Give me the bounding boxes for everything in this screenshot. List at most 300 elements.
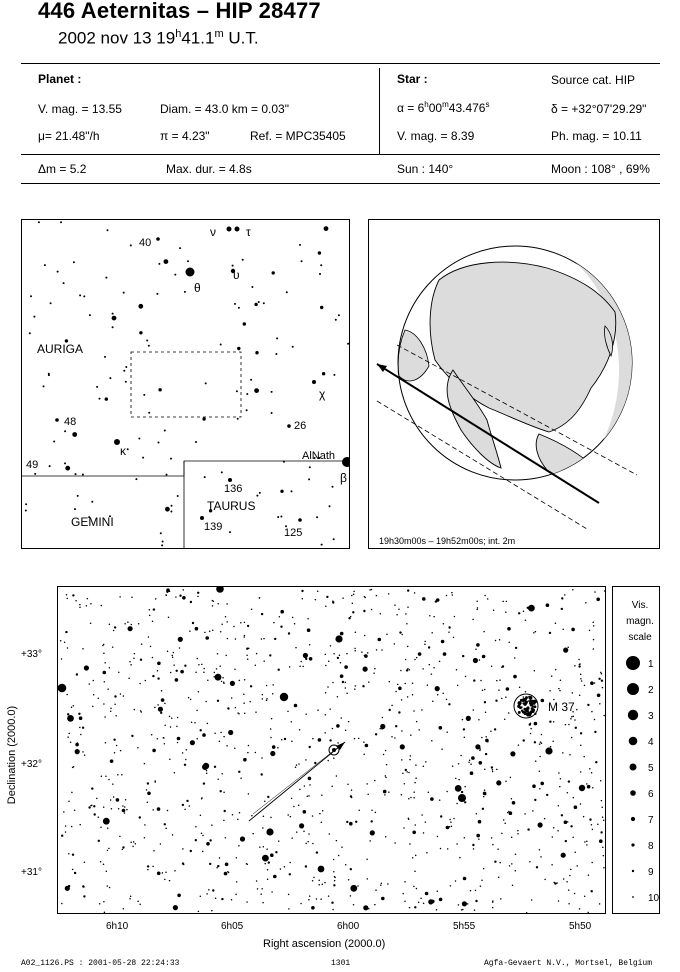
field-star (295, 647, 297, 649)
field-star (76, 673, 78, 675)
field-star (600, 780, 602, 782)
field-star (293, 806, 295, 808)
field-star (134, 709, 136, 711)
field-star (240, 836, 245, 841)
field-star (580, 673, 582, 675)
field-star (318, 884, 320, 886)
finder-star (63, 282, 65, 284)
field-star (476, 813, 478, 815)
field-star (565, 840, 567, 842)
field-star (518, 612, 520, 614)
event-minutes: 41.1 (181, 28, 215, 48)
field-star (421, 814, 423, 816)
field-star (216, 668, 218, 670)
finder-star (138, 304, 143, 309)
field-star (529, 723, 531, 725)
field-star (403, 827, 405, 829)
field-star (534, 670, 536, 672)
field-star (247, 752, 249, 754)
field-star (139, 904, 141, 906)
field-star (433, 616, 435, 618)
field-star (337, 657, 339, 659)
field-star (263, 846, 265, 848)
field-star (169, 591, 171, 593)
field-star (172, 656, 174, 658)
finder-star (65, 466, 70, 471)
field-star (409, 907, 411, 909)
field-star (233, 626, 235, 628)
bright-star (202, 764, 208, 770)
field-star (288, 632, 290, 634)
field-star (60, 640, 62, 642)
field-star (340, 662, 342, 664)
field-star (171, 655, 173, 657)
field-star (162, 872, 164, 874)
finder-star (156, 293, 158, 295)
field-star (604, 590, 606, 592)
m37-label: M 37 (548, 700, 575, 714)
field-star (79, 727, 81, 729)
field-star (188, 697, 190, 699)
field-star (266, 848, 268, 850)
finder-star (91, 501, 93, 503)
field-star (135, 843, 137, 845)
field-star (334, 880, 336, 882)
field-star (261, 638, 263, 640)
finder-star (243, 322, 246, 325)
field-star (225, 616, 227, 618)
field-star (571, 628, 575, 632)
field-star (246, 648, 248, 650)
field-star (212, 630, 214, 632)
field-star (82, 751, 84, 753)
header-divider (379, 68, 380, 154)
field-star (261, 773, 263, 775)
field-star (500, 898, 502, 900)
field-star (267, 796, 269, 798)
field-star (67, 715, 74, 722)
field-star (540, 856, 542, 858)
field-star (379, 728, 381, 730)
field-star (532, 784, 536, 788)
legend-mark-1 (626, 656, 640, 670)
finder-star (109, 377, 111, 379)
finder-star (104, 356, 106, 358)
field-star (572, 692, 574, 694)
field-star (320, 898, 322, 900)
finder-star (174, 274, 176, 276)
field-star (346, 821, 348, 823)
field-star (71, 706, 73, 708)
field-star (472, 844, 474, 846)
field-star (497, 848, 499, 850)
field-star (496, 780, 501, 785)
field-star (228, 730, 233, 735)
field-star (203, 668, 205, 670)
field-star (467, 903, 469, 905)
constellation-boundary (22, 461, 350, 476)
finder-star (187, 260, 189, 262)
field-star (508, 641, 510, 643)
field-star (481, 880, 483, 882)
field-star (141, 711, 143, 713)
field-star (307, 618, 309, 620)
field-star (103, 901, 105, 903)
field-star (186, 749, 188, 751)
field-star (138, 623, 140, 625)
field-star (476, 601, 478, 603)
field-star (464, 736, 466, 738)
field-star (530, 733, 532, 735)
field-star (103, 806, 105, 808)
field-star (89, 683, 91, 685)
minute-unit: m (214, 28, 224, 40)
field-star (101, 605, 103, 607)
field-star (561, 814, 563, 816)
field-star (401, 730, 403, 732)
field-star (112, 646, 114, 648)
field-star (527, 607, 529, 609)
field-star (515, 647, 517, 649)
field-star (599, 703, 601, 705)
field-star (570, 825, 572, 827)
field-star (525, 691, 527, 693)
field-star (262, 902, 264, 904)
field-star (422, 668, 424, 670)
field-star (248, 793, 250, 795)
field-star (439, 661, 441, 663)
field-star (485, 739, 489, 743)
field-star (412, 682, 414, 684)
field-star (408, 798, 410, 800)
field-star (234, 747, 236, 749)
field-star (308, 795, 310, 797)
field-star (196, 710, 198, 712)
field-star (511, 863, 513, 865)
finder-star (105, 397, 108, 400)
field-star (266, 700, 268, 702)
legend-title-line-2: magn. (626, 616, 654, 627)
field-star (592, 622, 594, 624)
field-star (126, 809, 128, 811)
field-star (433, 667, 435, 669)
field-star (443, 623, 445, 625)
field-star (299, 729, 301, 731)
field-star (182, 862, 184, 864)
field-star (505, 611, 507, 613)
field-star (597, 694, 601, 698)
header-rule-mid (21, 154, 660, 155)
field-star (525, 620, 527, 622)
field-star (176, 726, 178, 728)
finder-star (202, 417, 205, 420)
finder-star (332, 486, 334, 488)
field-star (494, 728, 496, 730)
finder-star (237, 418, 239, 420)
field-star (291, 740, 293, 742)
field-star (73, 705, 75, 707)
legend-label-10: 10 (648, 893, 660, 904)
field-star (368, 681, 370, 683)
field-star (325, 665, 327, 667)
finder-star (64, 462, 66, 464)
field-star (413, 886, 415, 888)
finder-named-star (235, 227, 240, 232)
field-star (206, 893, 208, 895)
field-star (157, 738, 159, 740)
field-star (302, 598, 304, 600)
field-star (182, 752, 184, 754)
field-star (300, 661, 302, 663)
field-star (311, 906, 315, 910)
finder-named-star (156, 237, 160, 241)
field-star (478, 719, 480, 721)
field-star (428, 791, 430, 793)
field-star (462, 909, 464, 911)
field-star (405, 769, 407, 771)
field-star (263, 816, 265, 818)
field-star (165, 872, 167, 874)
field-star (231, 899, 233, 901)
finder-star (164, 430, 166, 432)
field-star (255, 752, 256, 754)
field-star (125, 799, 127, 801)
field-star (325, 654, 327, 656)
field-star (602, 816, 604, 818)
field-star (68, 853, 70, 855)
finder-star (237, 347, 240, 350)
field-star (340, 717, 342, 719)
finder-star (57, 271, 59, 273)
cluster-star (524, 712, 527, 715)
field-star (108, 848, 110, 850)
field-star (453, 818, 455, 820)
field-star (380, 884, 382, 886)
field-star (205, 701, 207, 703)
field-star (209, 631, 211, 633)
field-star (94, 813, 96, 815)
planet-motion: μ= 21.48"/h (38, 129, 100, 143)
field-star (78, 713, 80, 715)
field-star (217, 603, 219, 605)
field-star (575, 727, 577, 729)
field-star (560, 680, 562, 682)
field-star (105, 775, 107, 777)
field-star (153, 608, 155, 610)
finder-star (164, 259, 169, 264)
field-star (517, 833, 519, 835)
field-star (558, 900, 560, 902)
field-star (315, 599, 317, 601)
field-star (394, 737, 396, 739)
field-star (108, 779, 110, 781)
field-star (587, 912, 589, 914)
field-star (83, 895, 85, 897)
field-star (430, 797, 434, 801)
field-star (365, 907, 367, 909)
field-star (65, 631, 67, 633)
earth-visibility-map (368, 219, 660, 549)
field-star (483, 868, 485, 870)
field-star (235, 638, 237, 640)
finder-star (25, 503, 27, 505)
field-star (222, 677, 224, 679)
field-star (209, 839, 211, 841)
field-star (432, 700, 434, 702)
field-star (597, 824, 599, 826)
hour-unit: h (175, 28, 182, 40)
field-star (305, 658, 307, 660)
field-star (303, 831, 305, 833)
event-datetime (58, 28, 259, 49)
legend-label-9: 9 (648, 867, 654, 878)
x-tick-6h05: 6h05 (221, 921, 244, 932)
field-star (412, 831, 416, 835)
finder-named-star (312, 380, 316, 384)
field-star (280, 626, 282, 628)
field-star (84, 665, 89, 670)
field-star (147, 792, 151, 796)
field-star (570, 718, 572, 720)
field-star (160, 843, 162, 845)
field-star (345, 681, 347, 683)
field-star (601, 807, 603, 809)
field-star (223, 736, 225, 738)
field-star (507, 627, 511, 631)
field-star (312, 843, 314, 845)
field-star (192, 622, 194, 624)
field-star (121, 774, 123, 776)
field-star (87, 598, 89, 600)
field-star (183, 589, 185, 591)
field-star (425, 892, 429, 896)
field-star (157, 670, 159, 672)
field-star (559, 690, 561, 692)
field-star (450, 885, 452, 887)
magnitude-legend (612, 586, 660, 914)
field-star (354, 738, 356, 740)
finder-star (271, 412, 273, 414)
field-star (263, 638, 265, 640)
field-star (448, 626, 450, 628)
field-star (165, 594, 167, 596)
field-star (152, 866, 154, 868)
field-star (106, 870, 108, 872)
event-date: 2002 nov 13 19 (58, 28, 176, 48)
finder-star (220, 344, 222, 346)
field-star (549, 690, 551, 692)
field-star (299, 789, 301, 791)
finder-star (259, 492, 261, 494)
field-star (589, 768, 591, 770)
field-star (128, 626, 133, 631)
field-star (589, 818, 591, 820)
field-star (336, 724, 340, 728)
field-star (198, 664, 200, 666)
field-star (366, 783, 368, 785)
field-star (238, 771, 240, 773)
y-tick-31: +31° (21, 867, 42, 878)
field-star (281, 739, 283, 741)
field-star (482, 690, 484, 692)
field-star (317, 590, 319, 592)
field-star (146, 789, 148, 791)
finder-star (322, 372, 325, 375)
field-star (478, 838, 480, 840)
field-star (571, 737, 573, 739)
field-star (560, 778, 562, 780)
field-star (376, 649, 378, 651)
field-star (79, 604, 81, 606)
field-star (296, 764, 298, 766)
field-star (462, 719, 464, 721)
field-star (480, 680, 482, 682)
field-star (562, 752, 564, 754)
field-star (336, 840, 338, 842)
field-star (369, 840, 371, 842)
field-star (416, 721, 418, 723)
field-star (336, 775, 338, 777)
finder-star (254, 388, 259, 393)
finder-star (324, 226, 329, 231)
field-star (164, 743, 166, 745)
field-star (518, 744, 520, 746)
field-star (351, 595, 353, 597)
star-label-139: 139 (204, 521, 223, 533)
field-star (483, 796, 485, 798)
field-star (191, 722, 193, 724)
field-star (184, 665, 186, 667)
field-star (534, 722, 538, 726)
field-star (482, 655, 486, 659)
field-star (601, 673, 603, 675)
field-star (461, 791, 463, 793)
finder-star (250, 379, 252, 381)
finder-chart-svg (22, 220, 350, 549)
field-star (211, 824, 213, 826)
field-star (450, 821, 452, 823)
field-star (244, 713, 246, 715)
field-star (568, 889, 570, 891)
field-star (177, 717, 179, 719)
field-star (544, 879, 546, 881)
field-star (573, 716, 575, 718)
field-star (594, 731, 596, 733)
field-star (227, 707, 229, 709)
field-star (103, 653, 105, 655)
field-star (439, 799, 441, 801)
field-star (79, 824, 81, 826)
field-star (118, 671, 120, 673)
field-star (425, 761, 427, 763)
field-star (557, 830, 559, 832)
field-star (190, 699, 192, 701)
field-star (587, 785, 591, 789)
legend-mark-8 (631, 843, 634, 846)
field-star (110, 708, 112, 710)
field-star (499, 862, 501, 864)
field-star (601, 800, 603, 802)
field-star (468, 762, 470, 764)
field-star (272, 745, 276, 749)
field-star (402, 773, 404, 775)
field-star (277, 747, 279, 749)
field-star (476, 609, 478, 611)
field-star (492, 771, 494, 773)
field-star (476, 643, 480, 647)
field-star (66, 594, 68, 596)
field-star (332, 682, 334, 684)
